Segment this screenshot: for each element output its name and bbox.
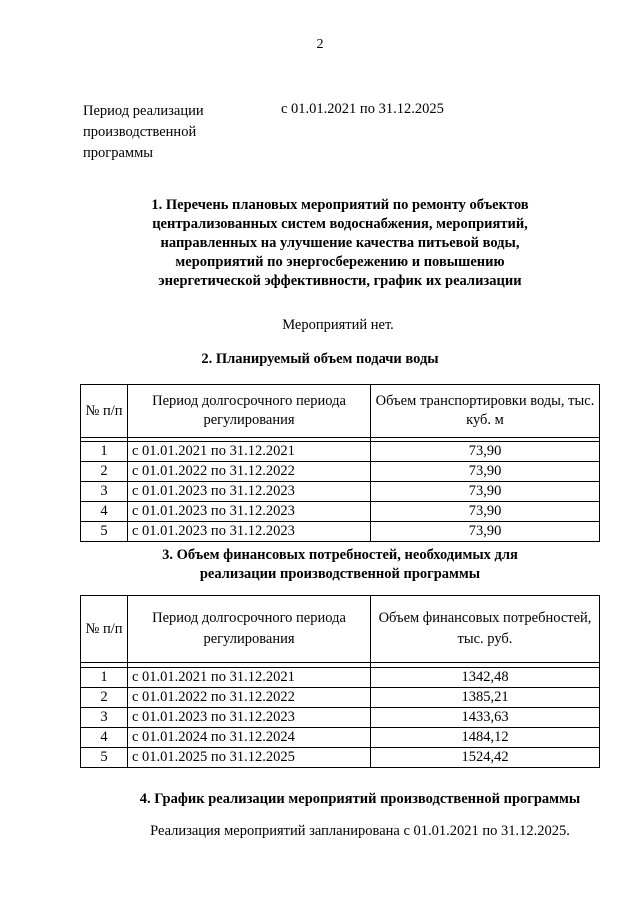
row-amount: 1524,42 (371, 748, 600, 768)
table-row (81, 502, 600, 522)
table-row (81, 708, 600, 728)
row-period: с 01.01.2021 по 31.12.2021 (128, 668, 371, 688)
row-number: 3 (81, 708, 128, 728)
row-period: с 01.01.2024 по 31.12.2024 (128, 728, 371, 748)
header-number: № п/п (81, 385, 128, 438)
section4-title: 4. График реализации мероприятий производственной программы (139, 791, 581, 807)
water-volume-table (80, 384, 600, 542)
row-period: с 01.01.2023 по 31.12.2023 (128, 708, 371, 728)
table-row (81, 688, 600, 708)
row-period: с 01.01.2022 по 31.12.2022 (128, 688, 371, 708)
table-header-row (81, 385, 600, 438)
period-value: с 01.01.2021 по 31.12.2025 (281, 101, 444, 117)
row-number: 4 (81, 728, 128, 748)
header-financial: Объем финансовых потребностей, тыс. руб. (371, 596, 600, 663)
section3-title: 3. Объем финансовых потребностей, необходимых для реализации производственной программы (162, 547, 518, 582)
row-number: 3 (81, 482, 128, 502)
row-amount: 1342,48 (371, 668, 600, 688)
table-row (81, 462, 600, 482)
table-row (81, 748, 600, 768)
table-row (81, 728, 600, 748)
row-number: 1 (81, 442, 128, 462)
table-header-row (81, 596, 600, 663)
financial-needs-table (80, 595, 600, 768)
table-row (81, 668, 600, 688)
row-number: 2 (81, 688, 128, 708)
row-amount: 1433,63 (371, 708, 600, 728)
header-period: Период долгосрочного периода регулирования (128, 385, 371, 438)
table-row (81, 482, 600, 502)
row-number: 2 (81, 462, 128, 482)
header-period: Период долгосрочного периода регулирования (128, 596, 371, 663)
row-volume: 73,90 (371, 462, 600, 482)
table-row (81, 522, 600, 542)
row-period: с 01.01.2023 по 31.12.2023 (128, 502, 371, 522)
row-volume: 73,90 (371, 482, 600, 502)
section2-title: 2. Планируемый объем подачи воды (201, 351, 439, 367)
row-amount: 1484,12 (371, 728, 600, 748)
row-period: с 01.01.2022 по 31.12.2022 (128, 462, 371, 482)
row-volume: 73,90 (371, 442, 600, 462)
row-number: 4 (81, 502, 128, 522)
row-volume: 73,90 (371, 502, 600, 522)
row-amount: 1385,21 (371, 688, 600, 708)
row-number: 5 (81, 748, 128, 768)
page-number: 2 (316, 37, 324, 52)
header-number: № п/п (81, 596, 128, 663)
row-number: 5 (81, 522, 128, 542)
section1-title: 1. Перечень плановых мероприятий по ремонту объектов централизованных систем водоснабжения, мероприятий, направленных на улучшение качества питьевой воды, мероприятий по энергосбережению и повышению энергетической эффективности, график их реализации (151, 197, 529, 289)
section1-text: Мероприятий нет. (282, 317, 394, 333)
period-label: Период реализации производственной программы (83, 103, 204, 161)
row-period: с 01.01.2021 по 31.12.2021 (128, 442, 371, 462)
header-volume: Объем транспортировки воды, тыс. куб. м (371, 385, 600, 438)
row-period: с 01.01.2023 по 31.12.2023 (128, 482, 371, 502)
row-period: с 01.01.2025 по 31.12.2025 (128, 748, 371, 768)
row-period: с 01.01.2023 по 31.12.2023 (128, 522, 371, 542)
row-number: 1 (81, 668, 128, 688)
row-volume: 73,90 (371, 522, 600, 542)
table-row (81, 442, 600, 462)
section4-text: Реализация мероприятий запланирована с 01.01.2021 по 31.12.2025. (150, 823, 570, 839)
